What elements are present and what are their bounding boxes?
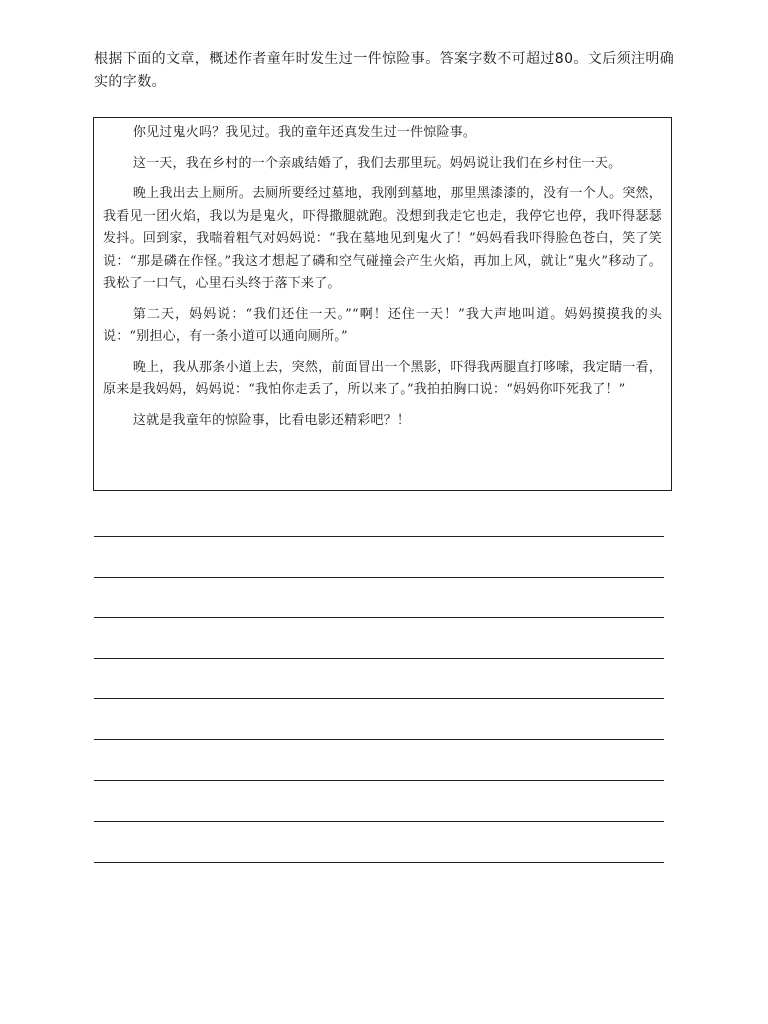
answer-line[interactable] bbox=[94, 780, 664, 781]
answer-line[interactable] bbox=[94, 739, 664, 740]
passage-box bbox=[93, 117, 672, 491]
passage-paragraph-6: 这就是我童年的惊险事，比看电影还精彩吧？！ bbox=[132, 412, 411, 428]
answer-line[interactable] bbox=[94, 821, 664, 822]
question-text: 根据下面的文章，概述作者童年时发生过一件惊险事。答案字数不可超过80。文后须注明确实的字数。 bbox=[94, 51, 675, 90]
answer-line[interactable] bbox=[94, 658, 664, 659]
passage-paragraph-2: 这一天，我在乡村的一个亲戚结婚了，我们去那里玩。妈妈说让我们在乡村住一天。 bbox=[132, 155, 622, 171]
answer-line[interactable] bbox=[94, 698, 664, 699]
answer-line[interactable] bbox=[94, 577, 664, 578]
passage-paragraph-5: 晚上，我从那条小道上去，突然，前面冒出一个黑影，吓得我两腿直打哆嗦，我定睛一看，原来是我妈妈，妈妈说：“我怕你走丢了，所以来了。”我拍拍胸口说：“妈妈你吓死我了！” bbox=[103, 359, 662, 397]
answer-line[interactable] bbox=[94, 536, 664, 537]
answer-line[interactable] bbox=[94, 862, 664, 863]
passage-paragraph-4: 第二天，妈妈说：“我们还住一天。”“啊！还住一天！”我大声地叫道。妈妈摸摸我的头说：“别担心，有一条小道可以通向厕所。” bbox=[103, 306, 662, 344]
question-prompt bbox=[94, 48, 679, 94]
answer-line[interactable] bbox=[94, 617, 664, 618]
passage-paragraph-1: 你见过鬼火吗？我见过。我的童年还真发生过一件惊险事。 bbox=[132, 125, 477, 140]
passage-paragraph-3: 晚上我出去上厕所。去厕所要经过墓地，我刚到墓地，那里黑漆漆的，没有一个人。突然，我看见一团火焰，我以为是鬼火，吓得撒腿就跑。没想到我走它也走，我停它也停，我吓得瑟瑟发抖。回到家，我喘着粗气对妈妈说：“我在墓地见到鬼火了！”妈妈看我吓得脸色苍白，笑了笑说：“那是磷在作怪。”我这才想起了磷和空气碰撞会产生火焰，再加上风，就让“鬼火”移动了。我松了一口气，心里石头终于落下来了。 bbox=[103, 186, 662, 291]
